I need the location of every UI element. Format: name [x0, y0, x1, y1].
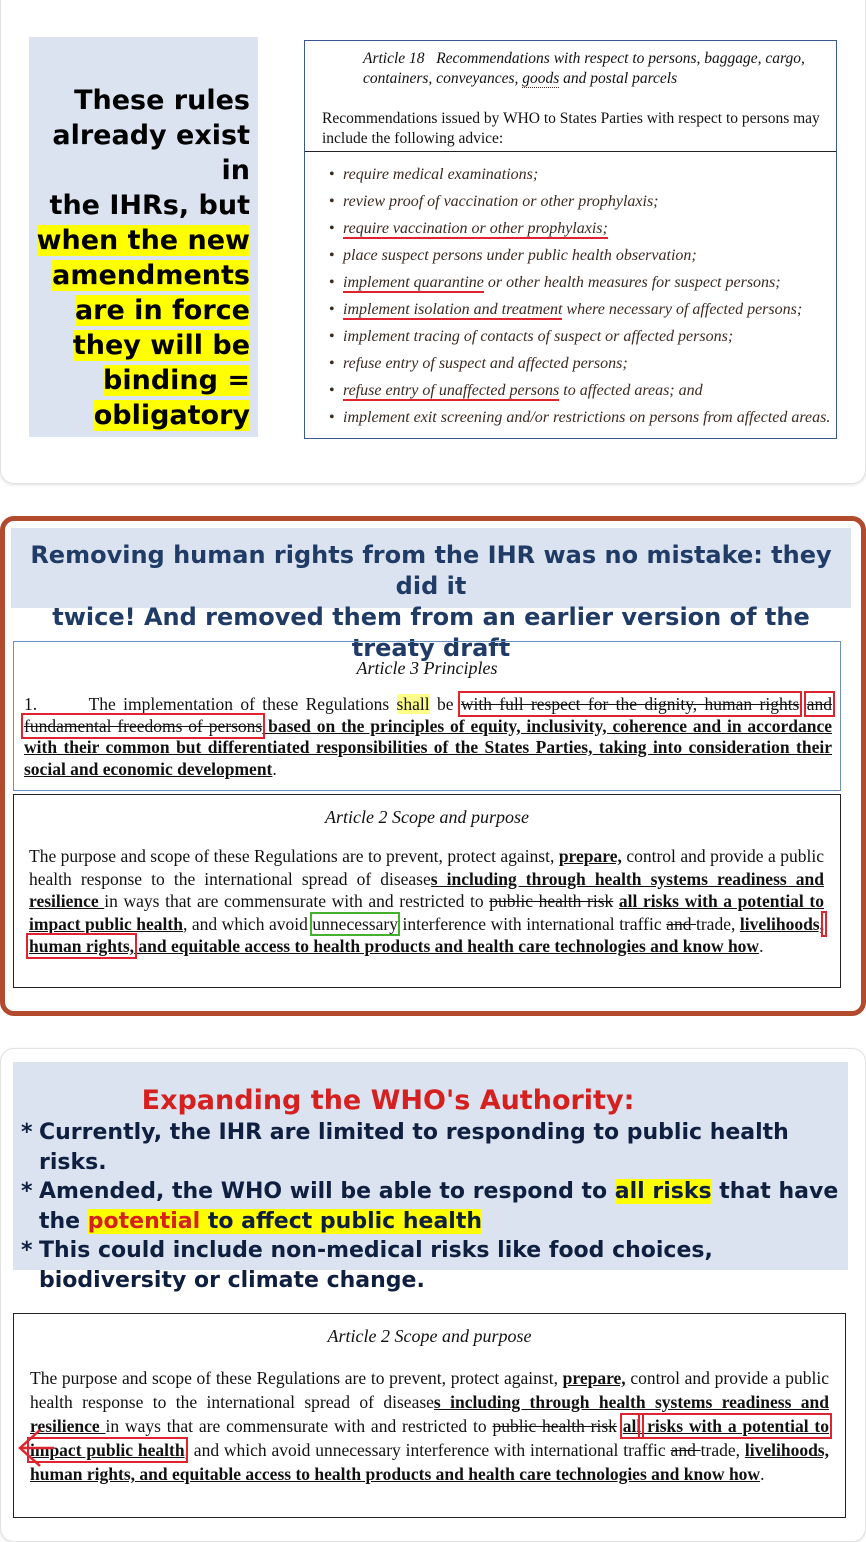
goods-word: goods — [522, 70, 560, 87]
article-2-box — [13, 794, 841, 988]
commentary-highlight: amendments — [52, 260, 250, 291]
commentary-line: already exist in — [52, 120, 250, 186]
commentary-highlight: when the new — [36, 225, 250, 256]
list-item: • refuse entry of suspect and affected persons; — [329, 355, 628, 372]
article-18-title: Article 18 Recommendations with respect to persons, baggage, cargo, containers, conveyances, goods and postal parcels — [363, 50, 805, 87]
commentary-text — [35, 83, 250, 433]
article-18-header — [305, 41, 836, 152]
human-rights-heading-box — [11, 528, 851, 662]
who-authority-title: Expanding the WHO's Authority: — [141, 1085, 635, 1116]
bullet-icon: • — [329, 301, 335, 318]
article-18-box — [304, 40, 837, 439]
bullet-icon: • — [329, 409, 335, 426]
article-2-body: The purpose and scope of these Regulations are to prevent, protect against, prepare, control and provide a public health response to the international spread of diseases including through health systems readiness and resilience in ways that are commensurate with and restricted to public health risk all risks with a potential to impact public health, and which avoid unnecessary interference with international traffic and trade, livelihoods, human rights, and equitable access to health products and health care technologies and know how. — [30, 1368, 830, 1484]
bullet-row: * This could include non-medical risks like food choices, biodiversity or climate change. — [21, 1238, 713, 1293]
red-underline-annotation: require vaccination or other prophylaxis; — [343, 220, 608, 237]
article-3-title: Article 3 Principles — [356, 658, 498, 678]
unnecessary-green-box: unnecessary — [312, 913, 398, 934]
potential-highlight: potential — [87, 1208, 201, 1234]
commentary-highlight: binding = — [103, 365, 250, 396]
all-risks-highlight: all risks — [614, 1179, 712, 1204]
bullet-icon: • — [329, 274, 335, 291]
red-underline-annotation: refuse entry of unaffected persons — [343, 382, 560, 399]
bullet-row: * Amended, the WHO will be able to respond to all risks that have the potential to affect public health — [21, 1179, 839, 1234]
article-18-intro: Recommendations issued by WHO to States Parties with respect to persons may include the following advice: — [322, 110, 820, 147]
commentary-line: the IHRs, but — [49, 190, 250, 221]
commentary-highlight: are in force — [74, 295, 250, 326]
who-authority-bullets — [21, 1118, 841, 1295]
red-underline-annotation: implement isolation and treatment — [343, 301, 563, 318]
who-authority-box — [13, 1062, 848, 1293]
red-arrow-icon — [14, 1426, 54, 1470]
commentary-highlight: they will be — [72, 330, 250, 361]
bullet-icon: • — [329, 166, 335, 183]
asterisk-icon: * — [21, 1120, 33, 1145]
human-rights-red-box: human rights, — [29, 936, 135, 956]
bullet-icon: • — [329, 328, 335, 345]
commentary-box — [29, 37, 258, 437]
list-item: • implement tracing of contacts of suspect or affected persons; — [329, 328, 734, 345]
commentary-highlight: obligatory — [93, 400, 250, 431]
asterisk-icon: * — [21, 1179, 33, 1204]
list-item: • place suspect persons under public health observation; — [329, 247, 697, 264]
list-item: • refuse entry of unaffected persons to affected areas; and — [329, 382, 703, 399]
bullet-icon: • — [329, 220, 335, 237]
bullet-icon: • — [329, 382, 335, 399]
bullet-icon: • — [329, 247, 335, 264]
article-2-title: Article 2 Scope and purpose — [327, 1326, 532, 1346]
bullet-icon: • — [329, 193, 335, 210]
article-2-body: The purpose and scope of these Regulations are to prevent, protect against, prepare, control and provide a public health response to the international spread of diseases including through health systems readiness and resilience in ways that are commensurate with and restricted to public health risk all risks with a potential to impact public health, and which avoid unnecessary interference with international traffic and trade, livelihoods, human rights, and equitable access to health products and health care technologies and know how. — [29, 846, 824, 956]
heading-line: Removing human rights from the IHR was no mistake: they did it — [30, 541, 832, 600]
article-3-box — [13, 641, 841, 791]
bullet-row: * Currently, the IHR are limited to responding to public health risks. — [21, 1120, 789, 1175]
heading-line: twice! And removed them from an earlier version of the treaty draft — [52, 603, 810, 662]
red-underline-annotation: implement quarantine — [343, 274, 484, 291]
list-item: • review proof of vaccination or other prophylaxis; — [329, 193, 659, 210]
struck-freedoms-box: and fundamental freedoms of persons — [24, 694, 833, 736]
all-red-box: all — [622, 1416, 642, 1436]
bold-amendment: based on the principles of equity, inclusivity, coherence and in accordance with their common but differentiated responsibilities of the States Parties, taking into consideration their social and economic development — [24, 715, 832, 779]
all-risks-red-box: risks with a potential to impact public health — [30, 1416, 829, 1460]
asterisk-icon: * — [21, 1238, 33, 1263]
struck-human-rights-box: with full respect for the dignity, human rights — [460, 694, 800, 714]
list-item — [327, 219, 837, 246]
list-item: • implement exit screening and/or restrictions on persons from affected areas. — [329, 409, 831, 426]
article-2-title: Article 2 Scope and purpose — [325, 807, 529, 827]
shall-highlight: shall — [396, 694, 430, 714]
recommendation-list — [327, 165, 837, 435]
article-2-box-repeat — [13, 1313, 846, 1518]
list-item: • implement quarantine or other health measures for suspect persons; — [329, 274, 781, 291]
bullet-icon: • — [329, 355, 335, 372]
list-item: • require medical examinations; — [329, 166, 539, 183]
article-3-body: 1. The implementation of these Regulations shall be with full respect for the dignity, human rights and fundamental freedoms of persons based on the principles of equity, inclusivity, coherence and in accordance with their common but differentiated responsibilities of the States Parties, taking into consideration their social and economic development. — [24, 694, 833, 779]
list-item: • implement isolation and treatment where necessary of affected persons; — [329, 301, 803, 318]
commentary-line: These rules — [74, 85, 250, 116]
